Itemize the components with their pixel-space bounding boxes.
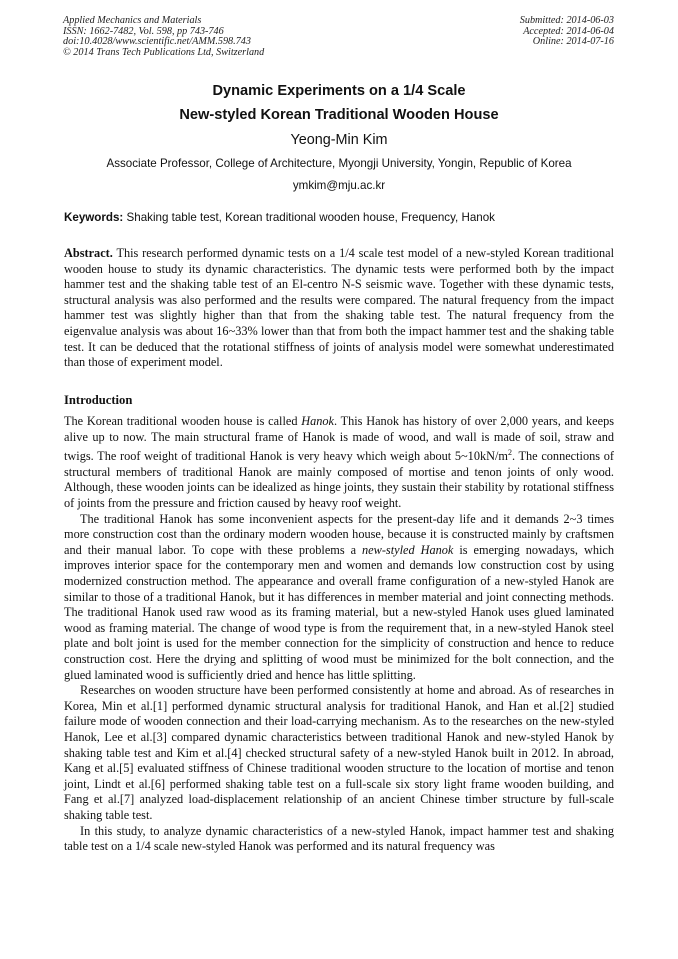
journal-header: [63, 16, 264, 58]
accepted-date: Accepted: 2014-06-04: [523, 25, 614, 37]
paper-title-line-2: New-styled Korean Traditional Wooden House: [179, 107, 499, 123]
keywords-text: Shaking table test, Korean traditional wooden house, Frequency, Hanok: [126, 211, 495, 224]
abstract: [64, 246, 614, 371]
journal-name: Applied Mechanics and Materials: [63, 15, 202, 26]
intro-paragraph-3: Researches on wooden structure have been performed consistently at home and abroad. As of researches in Korea, Min et al.[1] performed dynamic structural analysis for traditional Hanok, and Han et al.[2] studied failure mode of wooden connection and their load-carrying mechanism. As to the researches on the new-styled Hanok, Lee et al.[3] compared dynamic characteristics between traditional Hanok and new-styled Hanok by shaking table test and Kim et al.[4] checked structural safety of a new-styled Hanok built in 2012. In abroad, Kang et al.[5] evaluated stiffness of Chinese traditional wooden structure to the location of mortise and tenon joint, Lindt et al.[6] performed shaking table test on a full-scale six story light frame wooden building, and Fang et al.[7] analyzed load-displacement relationship of an ancient Chinese timber structure by full-scale shaking table test.: [64, 683, 614, 822]
introduction-body: [64, 414, 614, 855]
paper-title-line-1: Dynamic Experiments on a 1/4 Scale: [212, 83, 466, 99]
abstract-text: This research performed dynamic tests on a 1/4 scale test model of a new-styled Korean traditional wooden house to study its dynamic characteristics. The dynamic tests were performed both by the impact hammer test and the shaking table test of an El-centro N-S seismic wave. Together with these dynamic tests, structural analysis was also performed and the results were compared. The natural frequency from the impact hammer test was slightly higher than that from the shaking table test. The natural frequency from the eigenvalue analysis was about 16~33% lower than that from both the impact hammer test and the shaking table test. It can be deduced that the rotational stiffness of joints of analysis model were somewhat underestimated than those of experiment model.: [64, 246, 614, 370]
journal-copyright: © 2014 Trans Tech Publications Ltd, Switzerland: [63, 46, 265, 58]
author-email[interactable]: ymkim@mju.ac.kr: [292, 179, 386, 192]
keywords-label: Keywords:: [64, 211, 124, 224]
author-name: Yeong-Min Kim: [290, 132, 388, 148]
journal-doi[interactable]: doi:10.4028/www.scientific.net/AMM.598.743: [63, 36, 251, 48]
keywords: [64, 211, 624, 224]
publication-dates: [520, 16, 614, 48]
online-date: Online: 2014-07-16: [532, 36, 614, 48]
intro-paragraph-4: In this study, to analyze dynamic characteristics of a new-styled Hanok, impact hammer test and shaking table test on a 1/4 scale new-styled Hanok was performed and its natural frequency was: [64, 823, 614, 854]
submitted-date: Submitted: 2014-06-03: [519, 15, 614, 26]
abstract-label: Abstract.: [64, 246, 113, 260]
journal-issn: ISSN: 1662-7482, Vol. 598, pp 743-746: [63, 25, 224, 37]
author-affiliation: Associate Professor, College of Architecture, Myongji University, Yongin, Republic of Korea: [106, 157, 572, 170]
intro-paragraph-2: The traditional Hanok has some inconvenient aspects for the present-day life and it demands 2~3 times more construction cost than the ordinary modern wooden house, because it is constructed mainly by craftsmen and their manual labor. To cope with these problems a new-styled Hanok is emerging nowadays, which improves interior space for the contemporary men and women and demands low construction cost by using modernized construction method. The appearance and overall frame configuration of a new-styled Hanok are similar to those of a traditional Hanok, but it has differences in member material and joint connecting methods. The traditional Hanok used raw wood as its framing material, but a new-styled Hanok uses glued laminated wood as framing material. The change of wood type is from the requirement that, in a new-styled Hanok steel plate and bolt joint is used for the member connection for the simplicity of construction and hence to reduce construction cost. Here the drying and splitting of wood must be minimized for the bolt connection, and the glued laminated wood is sufficiently dried and hence has little splitting.: [64, 511, 615, 682]
intro-paragraph-1: The Korean traditional wooden house is called Hanok. This Hanok has history of over 2,000 years, and keeps alive up to now. The main structural frame of Hanok is made of wood, and wall is made of soil, straw and twigs. The roof weight of traditional Hanok is very heavy which weigh about $5\sim 10kN/m^2$. The connections of structural members of traditional Hanok are mainly composed of mortise and tenon joints of only wood. Although, these wooden joints can be idealized as hinge joints, they sustain their stability by rotational stiffness of joints from the pressure and friction caused by heavy roof weight.: [64, 414, 615, 511]
section-heading-introduction: Introduction: [64, 393, 133, 407]
